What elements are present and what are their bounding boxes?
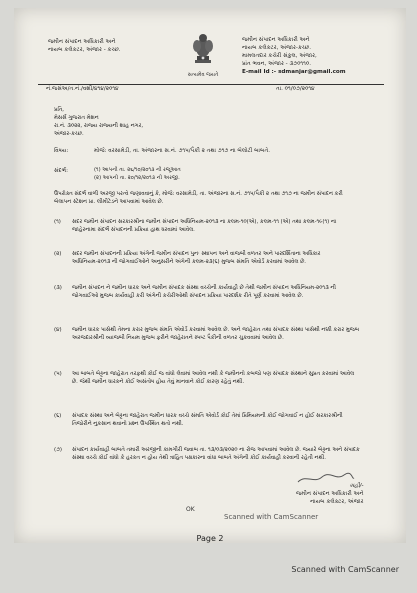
numbered-paragraph [54, 370, 360, 386]
office-header-right [242, 36, 346, 76]
paragraph-text: આ બાબતે બેટ્ટના જાહેરાત તરફથી કોઈ જ વાંધો લેવામાં આવેલ નથી કે જમીનનો કબજો પણ સંપાદક સંસ્થાને સુપ્રત કરવામાં આવેલ છે. જેથી જમીન ધારકને કોઈ અસંતોષ હોય તેવું માનવાને કોઈ કારણ રહેતું નથી. [72, 371, 355, 386]
signature-block [296, 482, 364, 506]
paragraph-number: (૬) [54, 413, 62, 419]
camscanner-watermark-inner: Scanned with CamScanner [224, 513, 319, 521]
numbered-paragraph [54, 218, 360, 234]
subject-label: વિષય: [54, 148, 69, 154]
reference-number: નં.જસંઅ/ત.નં./વશી/૪૧૪/૨૦૧૪ [46, 86, 119, 92]
page-label: Page 2 [196, 534, 224, 543]
signature-line: જમીન સંપાદન અધિકારી અને [296, 491, 364, 497]
numbered-paragraph [54, 326, 360, 342]
recipient-address [54, 106, 143, 138]
header-email: E-mail Id :- sdmanjar@gmail.com [242, 69, 346, 75]
camscanner-watermark: Scanned with CamScanner [291, 565, 399, 574]
header-left-line: નાયબ કલેકટર, અંજાર - કચ્છ. [48, 47, 121, 53]
national-emblem-icon [188, 26, 218, 72]
address-line: પ્રતિ, [54, 107, 65, 113]
paragraph-text: જમીન ધારક પાસેથી તેમના કરાર મુજબ સંમતિ એવોર્ડ કરવામાં આવેલ છે. અને જાહેરાત તથા સંપાદક સંસ્થા પાસેથી નક્કી કરાર મુજબ અરજદારશ્રીની વ્યાજબી નિયમ મુજબ ફરીને જાહેરાતને સ્પષ્ટ પૈકીની વળતર ચુકવવામાં આવેલ છે. [72, 327, 360, 342]
reference-item: (૧) આપની તા. ૨૬/૧૦/૨૦૧૩ ની રજૂઆત [94, 167, 181, 173]
paragraph-number: (૩) [54, 285, 62, 291]
letter-date: તા. ૦૧/૦૭/૨૦૧૪ [276, 86, 315, 92]
header-right-line: જમીન સંપાદન અધિકારી અને [242, 37, 310, 43]
paragraph-number: (૫) [54, 371, 62, 377]
paragraph-number: (૪) [54, 327, 62, 333]
scanned-page [14, 8, 406, 543]
paragraph-text: સદર જમીન સંપાદન સરકારશ્રીના જમીન સંપાદન અધિનિયમ-૨૦૧૩ ના કલમ-૧૦(એ), કલમ-૧૧ (એ) તથા કલમ-૧૯(૧) ના જાહેરનામા સંદર્ભે સંપાદનની પ્રક્રિયા હાથ ધરવામાં આવેલ. [72, 219, 337, 234]
reference-item: (૨) આપની તા. ૨૦/૧૨/૨૦૧૩ ની અરજી. [94, 175, 180, 181]
paragraph-text: સદર જમીન સંપાદનની પ્રક્રિયા અંગેની જમીન સંપાદન પુનઃ સ્થાપન અને વાજબી વળતર અને પારદર્શિતાના અધિકાર અધિનિયમ-૨૦૧૩ ની જોગવાઈઓને અનુસરીને અંગેની કલમ-૨૩(૬) મુજબ સંમતિ એવોર્ડ કરવામાં આવેલ છે. [72, 251, 321, 266]
numbered-paragraph [54, 412, 360, 428]
header-right-line: નાયબ કલેકટર, અંજાર-કચ્છ. [242, 45, 311, 51]
paragraph-text: જમીન સંપાદન ને જમીન ધારક અને જમીન સંપાદક સંસ્થા વચ્ચેની કાર્યવાહી છે તેથી જમીન સંપાદન અધિનિયમ-૨૦૧૩ ની જોગવાઈઓ મુજબ કાર્યવાહી કરી અંગેની કચેરીઓથી સંપાદન પ્રક્રિયા પારદર્શક રીતે પૂર્ણ કરવામાં આવેલ છે. [72, 285, 336, 300]
header-right-line: પ્રાંત ભવન, અંજાર - ૩૭૦૧૧૦. [242, 61, 312, 67]
paragraph-text: સંપાદક સંસ્થા અને બેટ્ટના જાહેરાત જમીન ધારક વચ્ચે સંમતિ એવોર્ડ કોઈ તેમાં પ્રિમિયમની કોઈ જોગવાઈ ન હોઈ સરકારશ્રીની તિજોરીને નુકસાન થવાનો પ્રશ્ન ઉપસ્થિત થતો નથી. [72, 413, 343, 428]
paragraph-text: સંપાદન કાર્યવાહી બાબતે તમારી અરજીની કામગીરી જવાબ તા. ૧૩/૦૩/૨૦૨૦ ના રોજ આપવામાં આવેલ છે. જયારે બેટ્ટના અને સંપાદક સંસ્થા વચ્ચે કોઈ વાંધો કે હરકત ન હોય તેથી ત્રાહિત પક્ષકારના વાંધા બાબતે અંગેની કોઈ કાર્યવાહી કરવાની રહેતી નથી. [72, 447, 360, 462]
references-label: સંદર્ભ: [54, 168, 69, 174]
office-header-left [48, 38, 121, 54]
ok-mark: OK [186, 506, 195, 513]
header-divider [38, 84, 384, 85]
references-list [94, 166, 181, 182]
subject-text: મોજે: વરસામેડી, તા. અંજારના સ.નં. ૭૧૫/પૈકી ૨ તથા ૭૧૭ ના બેલોટી બાબતે. [94, 148, 271, 154]
paragraph-number: (૧) [54, 219, 61, 225]
intro-paragraph: ઉપરોક્ત સંદર્ભ વાળી અરજી પરત્વે જણાવવાનું કે, મોજે: વરસામેડી, તા. અંજારના સ.નં. ૭૧૫/પૈકી ૨ તથા ૭૧૭ ના જમીન સંપાદન કરી બેલાપન સ્ટેશન પ્રા. લીમીટેડને આપવામાં આવેલ છે. [54, 191, 343, 205]
paragraph-number: (૭) [54, 447, 62, 453]
paragraph-number: (૨) [54, 251, 62, 257]
header-left-line: જમીન સંપાદન અધિકારી અને [48, 39, 116, 45]
address-line: અંજાર-કચ્છ. [54, 131, 84, 137]
numbered-paragraph [54, 250, 360, 266]
address-line: મેસર્સ ગુજરાત મેશન [54, 115, 99, 121]
numbered-paragraph [54, 284, 360, 300]
emblem-caption: સત્યમેવ જયતે [187, 72, 219, 78]
numbered-paragraph [54, 446, 360, 462]
signature-line: સહી/- [349, 483, 364, 489]
header-right-line: મામલતદાર કચેરી સંકુલ, અંજાર, [242, 53, 317, 59]
signature-line: નાયબ કલેક્ટર, અંજાર [310, 499, 364, 505]
address-line: રા.નં. ૩૦૨૨, રાજ્ય રાજ્યની શાહ નગર, [54, 123, 144, 129]
